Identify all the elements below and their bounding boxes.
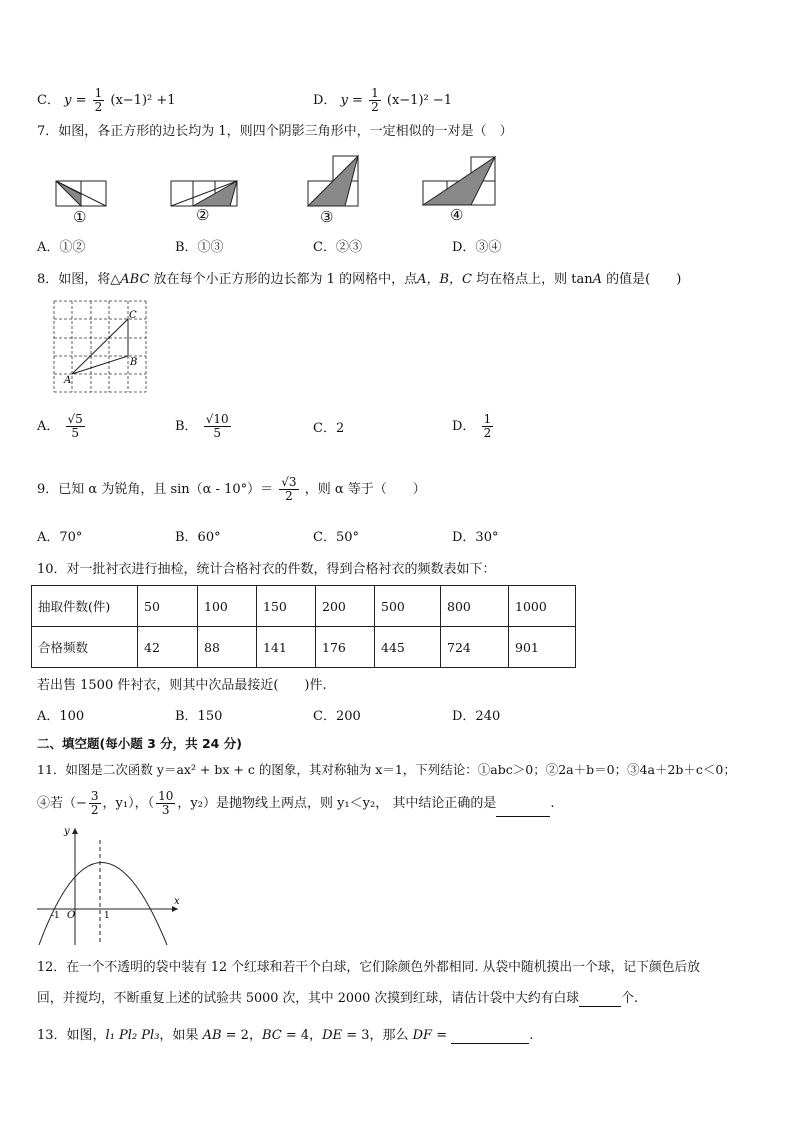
q8-a-den: 5 [71, 426, 79, 440]
q11-f1-den: 2 [90, 803, 99, 817]
table-cell: 724 [441, 627, 509, 668]
q13-end: . [529, 1028, 534, 1043]
q11-f1-num: 3 [90, 789, 99, 803]
q8-grid-figure [0, 290, 794, 400]
q8-a-fraction [66, 413, 85, 440]
q7-figure-3 [308, 156, 358, 206]
q7-fig-label-4: ④ [450, 206, 464, 224]
q11-l2-c: ，y₂）是抛物线上两点，则 y₁＜y₂， 其中结论正确的是 [177, 796, 497, 811]
q8-stem-c: 均在格点上，则 tan [471, 272, 593, 287]
q11-l2-a: ④若（− [37, 796, 87, 811]
q10-after-text: 若出售 1500 件衬衣，则其中次品最接近( )件. [37, 678, 327, 693]
q6-d-rest: (x−1)² −1 [386, 93, 453, 108]
q11-answer-blank[interactable] [496, 802, 550, 817]
table-cell: 42 [138, 627, 198, 668]
q7-figure-1 [56, 181, 106, 206]
q9-num: √3 [281, 475, 297, 489]
q7-fig-label-3: ③ [320, 208, 334, 226]
q7-option-a: A．①② [37, 240, 86, 255]
table-cell: 50 [138, 586, 198, 627]
q6-d-fraction [369, 87, 381, 114]
q9-stem [37, 476, 426, 503]
q9-option-d: D．30° [452, 530, 499, 545]
q11-fraction-1 [89, 790, 101, 817]
q11-l2-b: ，y₁），（ [102, 796, 155, 811]
q9-fraction [279, 476, 298, 503]
q9-stem-b: ，则 α 等于（ ） [304, 482, 426, 497]
q13-c: = 2， [221, 1028, 262, 1043]
q13-bc: BC [261, 1028, 282, 1043]
q7-fig-label-1: ① [73, 208, 87, 226]
q10-option-c: C．200 [313, 709, 361, 724]
q8-a-num: √5 [67, 412, 83, 426]
q7-stem: 7．如图，各正方形的边长均为 1，则四个阴影三角形中，一定相似的一对是（ ） [37, 124, 513, 139]
q9-option-c: C．50° [313, 530, 359, 545]
q6-c-den: 2 [94, 100, 103, 114]
q13-b: ，如果 [159, 1028, 203, 1043]
table-cell: 1000 [509, 586, 576, 627]
q12-answer-blank[interactable] [579, 992, 621, 1007]
q7-fig-label-2: ② [196, 206, 210, 224]
section-2-heading: 二、填空题(每小题 3 分，共 24 分) [37, 736, 242, 751]
q7-figure-4 [423, 157, 495, 205]
q12-line-1: 12．在一个不透明的袋中装有 12 个红球和若干个白球，它们除颜色外都相同. 从袋中随机摸出一个球，记下颜色后放 [37, 960, 701, 975]
q8-d-num: 1 [483, 412, 492, 426]
q7-figure-2 [171, 181, 237, 206]
q12-line-2-end: 个. [621, 991, 638, 1006]
q9-option-b: B．60° [175, 530, 221, 545]
q13-ab: AB [202, 1028, 222, 1043]
q11-f2-num: 10 [158, 789, 174, 803]
q13-a: 13．如图， [37, 1028, 106, 1043]
q13-e: = 3，那么 [342, 1028, 413, 1043]
q7-option-c: C．②③ [313, 240, 362, 255]
q11-l2-end: . [550, 796, 555, 811]
q8-point-c: C [129, 310, 137, 321]
q13-d: = 4， [281, 1028, 323, 1043]
q8-stem-abc: ABC [120, 272, 150, 287]
q11-parabola-graph [0, 820, 794, 950]
q8-d-fraction [482, 413, 494, 440]
q13-df: DF [412, 1028, 433, 1043]
q6-c-label: C． [37, 93, 60, 108]
q8-b-fraction [204, 413, 231, 440]
q11-f2-den: 3 [161, 803, 170, 817]
q6-c-num: 1 [94, 86, 103, 100]
q11-one-label: 1 [104, 911, 110, 921]
q12-line-2-text: 回，并搅均，不断重复上述的试验共 5000 次，其中 2000 次摸到红球，请估计袋中大约有白球 [37, 991, 580, 1006]
q8-stem-b: 放在每个小正方形的边长都为 1 的网格中，点 [149, 272, 418, 287]
q8-b-num: √10 [205, 412, 229, 426]
q8-option-c: C．2 [313, 421, 345, 436]
q13-stem [37, 1028, 533, 1044]
q12-line-2 [37, 991, 638, 1007]
q10-option-b: B．150 [175, 709, 223, 724]
q6-d-den: 2 [371, 100, 379, 114]
q11-line-1: 11．如图是二次函数 y＝ax² + bx + c 的图象，其对称轴为 x＝1，下列结论：①abc＞0；②2a＋b＝0；③4a＋2b＋c＜0； [37, 762, 736, 777]
q13-f: = [432, 1028, 452, 1043]
q6-option-c [37, 87, 176, 114]
q13-de: DE [322, 1028, 343, 1043]
table-cell: 445 [375, 627, 441, 668]
q10-stem: 10．对一批衬衣进行抽检，统计合格衬衣的件数，得到合格衬衣的频数表如下： [37, 562, 496, 577]
table-cell: 150 [257, 586, 316, 627]
q11-line-2 [37, 790, 554, 817]
q8-stem-a: 8．如图，将△ [37, 272, 121, 287]
q6-c-lhs: y = [64, 93, 87, 108]
q11-y-label: y [64, 826, 70, 837]
table-cell: 800 [441, 586, 509, 627]
q10-frequency-table [31, 585, 576, 668]
table-cell: 500 [375, 586, 441, 627]
q8-option-a [37, 413, 87, 440]
q13-parallel-lines: l₁ Pl₂ Pl₃ [105, 1028, 160, 1043]
q8-option-d [452, 413, 495, 440]
q13-answer-blank[interactable] [451, 1029, 529, 1044]
q8-stem-d: 的值是( ) [602, 272, 682, 287]
q9-den: 2 [285, 489, 293, 503]
table-cell: 100 [198, 586, 257, 627]
q8-stem [37, 272, 681, 288]
q8-option-b [175, 413, 233, 440]
q6-d-lhs: y = [340, 93, 363, 108]
q9-option-a: A．70° [37, 530, 83, 545]
q8-d-label: D． [452, 419, 476, 434]
q7-figures [0, 150, 794, 230]
q10-option-a: A．100 [37, 709, 85, 724]
q8-point-a: A [64, 375, 72, 386]
q8-d-den: 2 [483, 426, 492, 440]
table-cell: 141 [257, 627, 316, 668]
q8-stem-A: A [592, 272, 602, 287]
q9-stem-a: 9．已知 α 为锐角，且 sin（α - 10°）＝ [37, 482, 274, 497]
q6-c-rest: (x−1)² +1 [110, 93, 176, 108]
q6-c-fraction [93, 87, 105, 114]
q7-option-d: D．③④ [452, 240, 502, 255]
table-row [32, 586, 576, 627]
table-cell: 901 [509, 627, 576, 668]
q6-option-d [313, 87, 452, 114]
q11-neg1-label: -1 [51, 911, 60, 921]
q8-stem-points: A，B，C [417, 272, 472, 287]
q10-option-d: D．240 [452, 709, 501, 724]
table-cell: 176 [316, 627, 375, 668]
q8-a-label: A． [37, 419, 60, 434]
q8-b-label: B． [175, 419, 198, 434]
q6-d-num: 1 [371, 86, 379, 100]
table-cell: 合格频数 [32, 627, 138, 668]
table-cell: 88 [198, 627, 257, 668]
q11-origin-label: O [67, 910, 76, 921]
table-cell: 抽取件数(件) [32, 586, 138, 627]
q11-fraction-2 [156, 790, 175, 817]
q11-x-label: x [174, 896, 180, 907]
q8-b-den: 5 [213, 426, 221, 440]
table-cell: 200 [316, 586, 375, 627]
q6-d-label: D． [313, 93, 337, 108]
q7-option-b: B．①③ [175, 240, 224, 255]
q8-point-b: B [130, 357, 138, 368]
table-row [32, 627, 576, 668]
